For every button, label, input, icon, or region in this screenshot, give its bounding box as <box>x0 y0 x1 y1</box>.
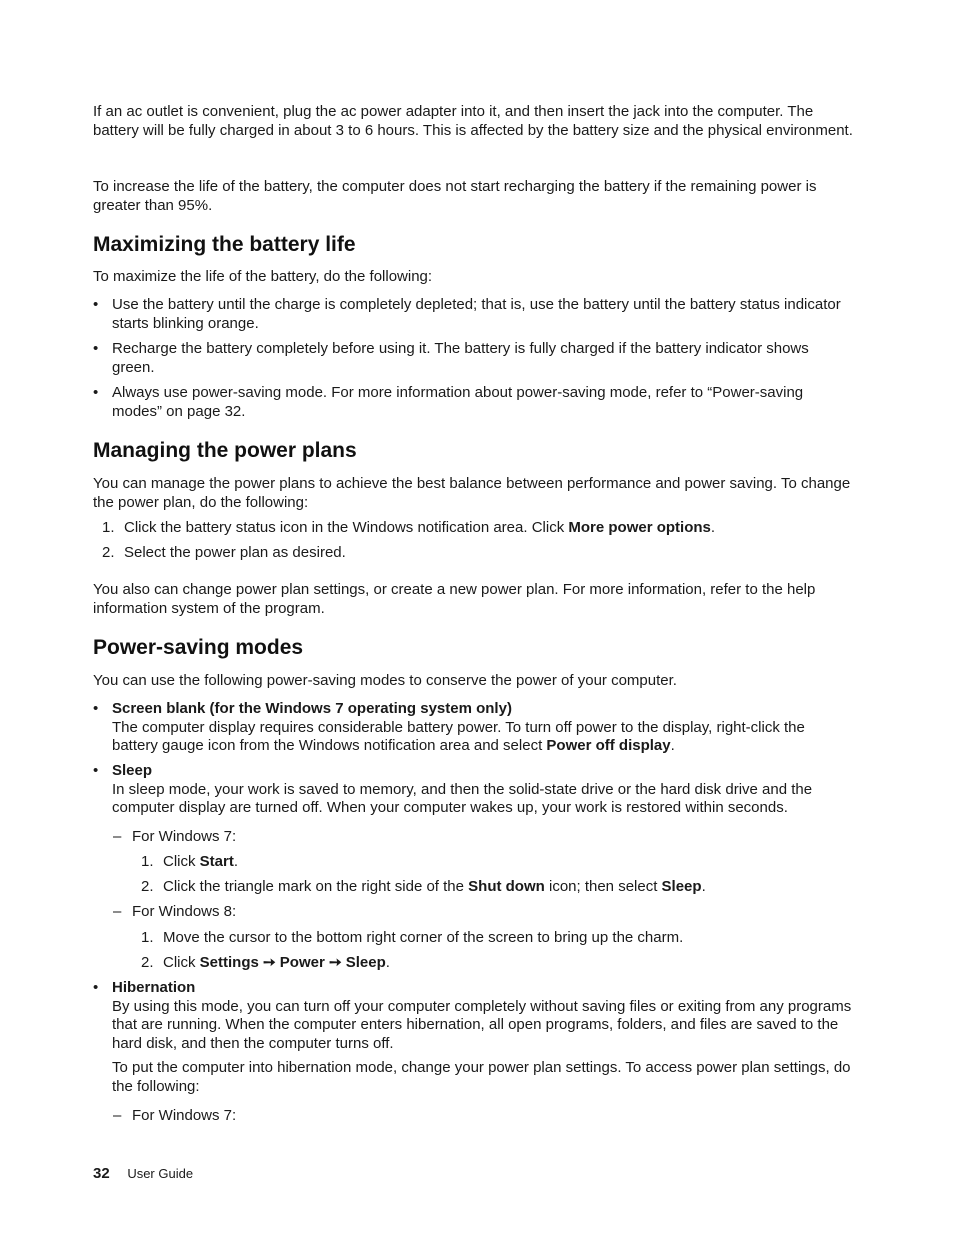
bullet-mark: • <box>93 384 99 401</box>
list-item-text: For Windows 7: <box>132 828 237 845</box>
intro-paragraph-1: If an ac outlet is convenient, plug the ac power adapter into it, and then insert the jack into the computer. The battery will be fully charged in about 3 to 6 hours. This is affected by the battery size and the physical environment. <box>93 103 853 139</box>
mode-description: In sleep mode, your work is saved to memory, and then the solid-state drive or the hard disk drive and the computer display are turned off. When your computer wakes up, your work is restored within seconds. <box>112 780 813 816</box>
mode-title: Hibernation <box>112 979 196 996</box>
mode-description: To put the computer into hibernation mode, change your power plan settings. To access power plan settings, do the following: <box>112 1059 851 1095</box>
page-number: 32 <box>93 1165 110 1182</box>
heading-power-saving: Power-saving modes <box>93 636 304 659</box>
list-item-text: Click Start. <box>163 853 239 870</box>
bullet-mark: • <box>93 700 99 717</box>
power-saving-lead: You can use the following power-saving modes to conserve the power of your computer. <box>93 672 677 689</box>
bullet-mark: • <box>93 340 99 357</box>
step-number: 2. <box>141 954 154 971</box>
dash-mark: – <box>113 828 122 845</box>
managing-lead: You can manage the power plans to achieve the best balance between performance and power saving. To change the power plan, do the following: <box>93 475 851 511</box>
list-item-text: Click Settings ➙ Power ➙ Sleep. <box>163 954 390 971</box>
heading-managing: Managing the power plans <box>93 439 357 462</box>
mode-title: Sleep <box>112 762 153 779</box>
mode-title: Screen blank (for the Windows 7 operating system only) <box>112 700 512 717</box>
arrow-icon: ➙ <box>328 954 342 971</box>
list-item-text: Use the battery until the charge is completely depleted; that is, use the battery until the battery status indicator starts blinking orange. <box>112 296 841 332</box>
heading-maximizing: Maximizing the battery life <box>93 233 356 256</box>
list-item-text: For Windows 8: <box>132 903 237 920</box>
managing-outro: You also can change power plan settings, or create a new power plan. For more information, refer to the help information system of the program. <box>93 581 816 617</box>
mode-description: The computer display requires considerable battery power. To turn off power to the display, right-click the battery gauge icon from the Windows notification area and select Power off display. <box>112 718 805 754</box>
list-item-text: Move the cursor to the bottom right corner of the screen to bring up the charm. <box>163 929 684 946</box>
list-item-text: For Windows 7: <box>132 1107 237 1124</box>
step-number: 1. <box>141 853 154 870</box>
document-title: User Guide <box>127 1166 194 1181</box>
list-item-text: Always use power-saving mode. For more information about power-saving mode, refer to “Power-saving modes” on page 32. <box>112 384 804 420</box>
arrow-icon: ➙ <box>263 954 276 971</box>
intro-paragraph-2: To increase the life of the battery, the computer does not start recharging the battery if the remaining power is greater than 95%. <box>93 178 817 214</box>
step-number: 1. <box>102 519 115 536</box>
bullet-mark: • <box>93 762 99 779</box>
dash-mark: – <box>113 903 122 920</box>
step-number: 2. <box>141 878 154 895</box>
maximizing-lead: To maximize the life of the battery, do the following: <box>93 268 433 285</box>
page-footer <box>93 1165 193 1182</box>
list-item-text: Click the triangle mark on the right side of the Shut down icon; then select Sleep. <box>163 878 706 895</box>
bullet-mark: • <box>93 979 99 996</box>
mode-description: By using this mode, you can turn off your computer completely without saving files or exiting from any programs that are running. When the computer enters hibernation, all open programs, folders, and files are saved to the hard disk, and then the computer turns off. <box>112 997 852 1052</box>
bullet-mark: • <box>93 296 99 313</box>
list-item-text: Click the battery status icon in the Windows notification area. Click More power options. <box>124 519 716 536</box>
list-item-text: Select the power plan as desired. <box>124 544 346 561</box>
step-number: 2. <box>102 544 115 561</box>
step-number: 1. <box>141 929 154 946</box>
dash-mark: – <box>113 1107 122 1124</box>
list-item-text: Recharge the battery completely before using it. The battery is fully charged if the battery indicator shows green. <box>112 340 809 376</box>
